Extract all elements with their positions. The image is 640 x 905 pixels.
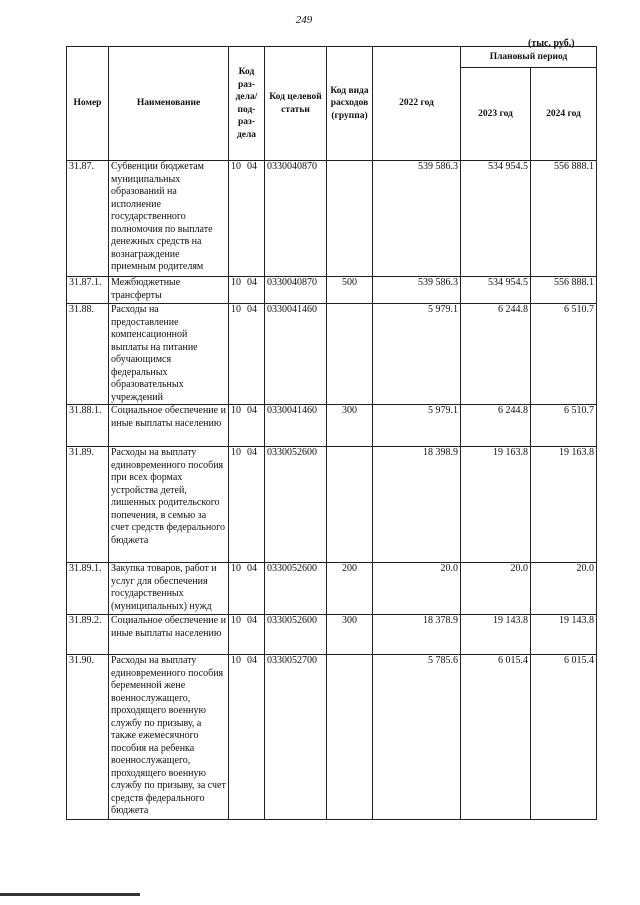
header-2023: 2023 год xyxy=(461,68,531,161)
subsection-code: 04 xyxy=(247,447,257,458)
header-plan-period: Плановый период xyxy=(461,47,597,68)
row-section xyxy=(229,277,265,304)
row-number: 31.90. xyxy=(67,655,109,820)
section-code: 10 xyxy=(231,304,241,315)
row-number: 31.88. xyxy=(67,304,109,405)
row-expense xyxy=(327,447,373,563)
row-2022: 539 586.3 xyxy=(373,161,461,277)
row-2023: 534 954.5 xyxy=(461,161,531,277)
row-2022: 5 785.6 xyxy=(373,655,461,820)
header-number: Номер xyxy=(67,47,109,161)
subsection-code: 04 xyxy=(247,161,257,172)
table-row xyxy=(67,655,597,820)
subsection-code: 04 xyxy=(247,563,257,574)
budget-table xyxy=(66,46,597,820)
row-expense: 300 xyxy=(327,615,373,655)
row-number: 31.89.2. xyxy=(67,615,109,655)
row-section xyxy=(229,563,265,615)
units-label: (тыс. руб.) xyxy=(528,38,575,49)
row-2024: 6 510.7 xyxy=(531,405,597,447)
row-expense xyxy=(327,161,373,277)
row-target: 0330040870 xyxy=(265,277,327,304)
row-name: Расходы на выплату единовременного пособия при всех формах устройства детей, лишенных родительского попечения, в семью за счет средств федерального бюджета xyxy=(109,447,229,563)
row-section xyxy=(229,655,265,820)
row-2023: 534 954.5 xyxy=(461,277,531,304)
subsection-code: 04 xyxy=(247,405,257,416)
row-name: Закупка товаров, работ и услуг для обеспечения государственных (муниципальных) нужд xyxy=(109,563,229,615)
section-code: 10 xyxy=(231,615,241,626)
subsection-code: 04 xyxy=(247,655,257,666)
row-section xyxy=(229,304,265,405)
row-2022: 539 586.3 xyxy=(373,277,461,304)
row-target: 0330040870 xyxy=(265,161,327,277)
row-section xyxy=(229,447,265,563)
row-2022: 5 979.1 xyxy=(373,304,461,405)
row-target: 0330041460 xyxy=(265,304,327,405)
page-number: 249 xyxy=(295,14,313,26)
row-2023: 6 015.4 xyxy=(461,655,531,820)
section-code: 10 xyxy=(231,161,241,172)
row-expense xyxy=(327,655,373,820)
row-expense: 500 xyxy=(327,277,373,304)
row-number: 31.89.1. xyxy=(67,563,109,615)
subsection-code: 04 xyxy=(247,615,257,626)
section-code: 10 xyxy=(231,655,241,666)
row-2024: 6 015.4 xyxy=(531,655,597,820)
row-expense xyxy=(327,304,373,405)
section-code: 10 xyxy=(231,405,241,416)
header-2024: 2024 год xyxy=(531,68,597,161)
row-2024: 556 888.1 xyxy=(531,161,597,277)
row-2023: 6 244.8 xyxy=(461,405,531,447)
row-name: Расходы на выплату единовременного пособия беременной жене военнослужащего, проходящего военную службу по призыву, а также ежемесячного пособия на ребенка военнослужащего, проходящего военную службу по призыву, за счет средств федерального бюджета xyxy=(109,655,229,820)
table-row xyxy=(67,277,597,304)
row-number: 31.88.1. xyxy=(67,405,109,447)
section-code: 10 xyxy=(231,563,241,574)
row-target: 0330052600 xyxy=(265,563,327,615)
row-2024: 556 888.1 xyxy=(531,277,597,304)
row-2024: 20.0 xyxy=(531,563,597,615)
row-2022: 18 378.9 xyxy=(373,615,461,655)
subsection-code: 04 xyxy=(247,277,257,288)
table-row xyxy=(67,405,597,447)
row-2022: 18 398.9 xyxy=(373,447,461,563)
section-code: 10 xyxy=(231,277,241,288)
row-2024: 19 143.8 xyxy=(531,615,597,655)
table-row xyxy=(67,447,597,563)
row-name: Субвенции бюджетам муниципальных образований на исполнение государственного полномочия по выплате денежных средств на вознаграждение приемным родителям xyxy=(109,161,229,277)
row-section xyxy=(229,405,265,447)
header-expense: Код вида расходов (группа) xyxy=(327,47,373,161)
row-target: 0330052600 xyxy=(265,615,327,655)
section-code: 10 xyxy=(231,447,241,458)
header-section: Код раз-дела/ под-раз-дела xyxy=(229,47,265,161)
row-number: 31.87. xyxy=(67,161,109,277)
row-name: Социальное обеспечение и иные выплаты населению xyxy=(109,405,229,447)
row-2023: 19 163.8 xyxy=(461,447,531,563)
subsection-code: 04 xyxy=(247,304,257,315)
header-2022: 2022 год xyxy=(373,47,461,161)
row-expense: 300 xyxy=(327,405,373,447)
row-name: Расходы на предоставление компенсационной выплаты на питание обучающимся федеральных образовательных учреждений xyxy=(109,304,229,405)
row-name: Социальное обеспечение и иные выплаты населению xyxy=(109,615,229,655)
row-target: 0330052600 xyxy=(265,447,327,563)
row-number: 31.89. xyxy=(67,447,109,563)
row-2023: 6 244.8 xyxy=(461,304,531,405)
table-row xyxy=(67,615,597,655)
row-name: Межбюджетные трансферты xyxy=(109,277,229,304)
row-2024: 19 163.8 xyxy=(531,447,597,563)
row-expense: 200 xyxy=(327,563,373,615)
table-row xyxy=(67,304,597,405)
row-number: 31.87.1. xyxy=(67,277,109,304)
row-2022: 5 979.1 xyxy=(373,405,461,447)
header-name: Наименование xyxy=(109,47,229,161)
table-row xyxy=(67,161,597,277)
row-2022: 20.0 xyxy=(373,563,461,615)
row-section xyxy=(229,615,265,655)
row-2023: 20.0 xyxy=(461,563,531,615)
row-2024: 6 510.7 xyxy=(531,304,597,405)
row-section xyxy=(229,161,265,277)
table-row xyxy=(67,563,597,615)
scan-edge-line xyxy=(0,893,140,896)
row-target: 0330041460 xyxy=(265,405,327,447)
row-target: 0330052700 xyxy=(265,655,327,820)
header-target: Код целевой статьи xyxy=(265,47,327,161)
row-2023: 19 143.8 xyxy=(461,615,531,655)
